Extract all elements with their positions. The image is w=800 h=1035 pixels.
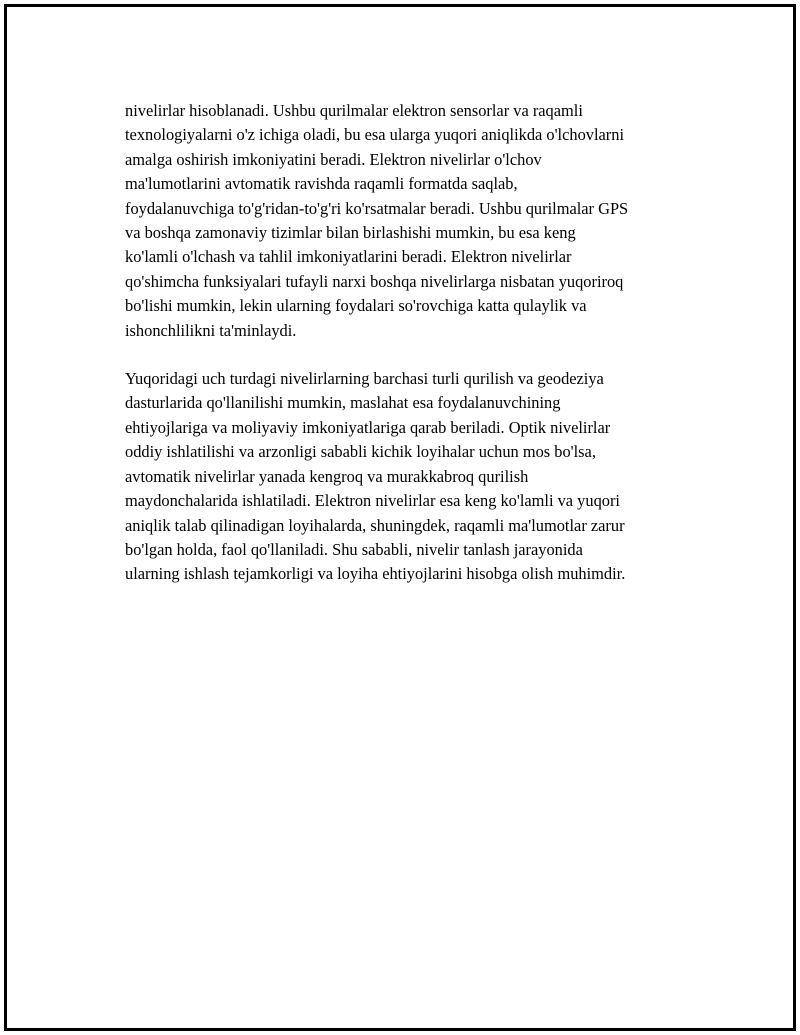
page-frame [4, 4, 796, 1031]
paragraph-level-types-summary: Yuqoridagi uch turdagi nivelirlarning barchasi turli qurilish va geodeziya dasturlarida qo'llanilishi mumkin, maslahat esa foydalanuvchining ehtiyojlariga va moliyaviy imkoniyatlariga qarab beriladi. Optik nivelirlar oddiy ishlatilishi va arzonligi sababli kichik loyihalar uchun mos bo'lsa, avtomatik nivelirlar yanada kengroq va murakkabroq qurilish maydonchalarida ishlatiladi. Elektron nivelirlar esa keng ko'lamli va yuqori aniqlik talab qilinadigan loyihalarda, shuningdek, raqamli ma'lumotlar zarur bo'lgan holda, faol qo'llaniladi. Shu sababli, nivelir tanlash jarayonida ularning ishlash tejamkorligi va loyiha ehtiyojlarini hisobga olish muhimdir. [125, 369, 626, 584]
paragraph-electronic-levels: nivelirlar hisoblanadi. Ushbu qurilmalar elektron sensorlar va raqamli texnologiyalarni o'z ichiga oladi, bu esa ularga yuqori aniqlikda o'lchovlarni amalga oshirish imkoniyatini beradi. Elektron nivelirlar o'lchov ma'lumotlarini avtomatik ravishda raqamli formatda saqlab, foydalanuvchiga to'g'ridan-to'g'ri ko'rsatmalar beradi. Ushbu qurilmalar GPS va boshqa zamonaviy tizimlar bilan birlashishi mumkin, bu esa keng ko'lamli o'lchash va tahlil imkoniyatlarini beradi. Elektron nivelirlar qo'shimcha funksiyalari tufayli narxi boshqa nivelirlarga nisbatan yuqoriroq bo'lishi mumkin, lekin ularning foydalari so'rovchiga katta qulaylik va ishonchlilikni ta'minlaydi. [125, 101, 629, 340]
document-body [125, 99, 695, 611]
